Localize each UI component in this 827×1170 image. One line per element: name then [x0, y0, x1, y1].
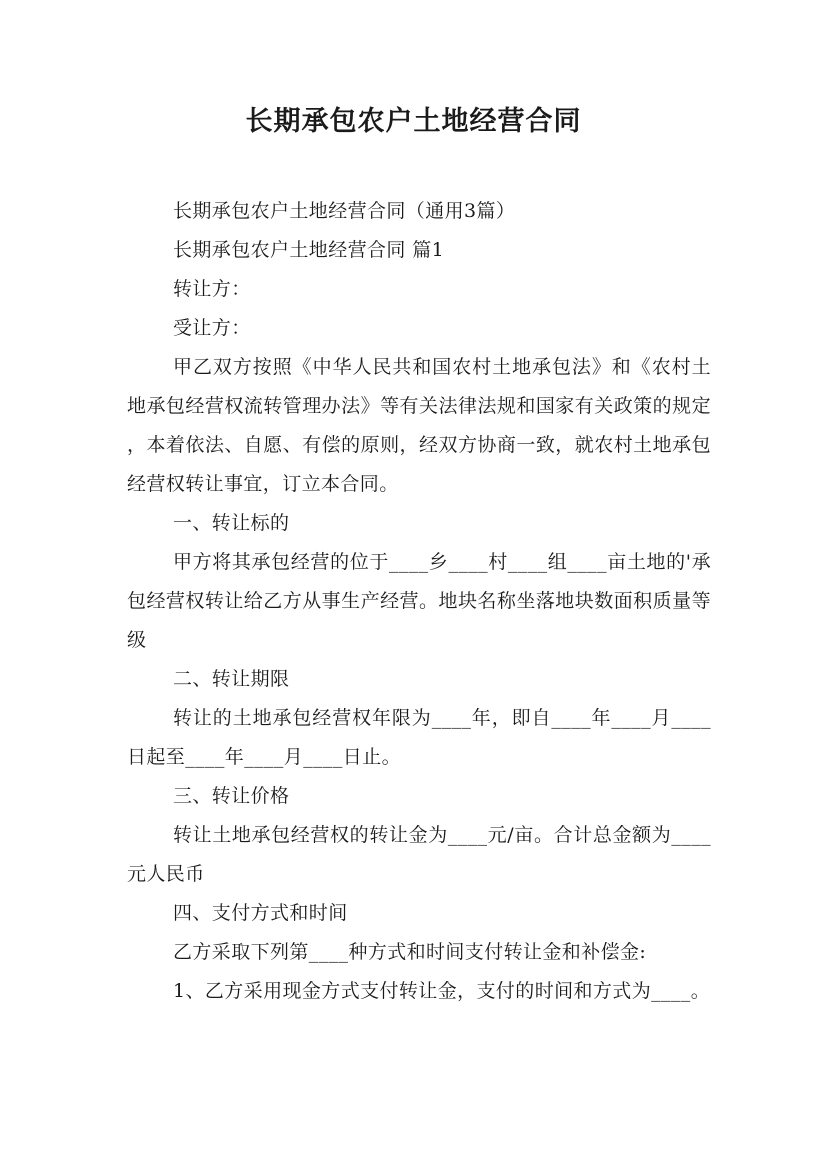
paragraph-payment-item-1: 1、乙方采用现金方式支付转让金，支付的时间和方式为____。	[173, 980, 711, 1002]
paragraph-section-heading: 长期承包农户土地经营合同 篇1	[173, 239, 445, 261]
paragraph-term: 转让的土地承包经营权年限为____年，即自____年____月____日起至____年____月____日止。	[127, 707, 711, 768]
paragraph-transferee: 受让方：	[173, 317, 251, 339]
paragraph-heading-price: 三、转让价格	[173, 785, 290, 807]
paragraph-subtitle: 长期承包农户土地经营合同（通用3篇）	[173, 200, 516, 222]
paragraph-payment: 乙方采取下列第____种方式和时间支付转让金和补偿金:	[173, 941, 647, 963]
paragraph-transferor: 转让方：	[173, 278, 251, 300]
paragraph-preamble: 甲乙双方按照《中华人民共和国农村土地承包法》和《农村土地承包经营权流转管理办法》等有关法律法规和国家有关政策的规定，本着依法、自愿、有偿的原则，经双方协商一致，就农村土地承包经营权转让事宜，订立本合同。	[127, 356, 711, 495]
paragraph-heading-subject: 一、转让标的	[173, 512, 290, 534]
paragraph-subject: 甲方将其承包经营的位于____乡____村____组____亩土地的'承包经营权转让给乙方从事生产经营。地块名称坐落地块数面积质量等级	[127, 551, 711, 651]
document-body	[127, 192, 711, 1011]
paragraph-heading-term: 二、转让期限	[173, 668, 290, 690]
paragraph-heading-payment: 四、支付方式和时间	[173, 902, 348, 924]
paragraph-price: 转让土地承包经营权的转让金为____元/亩。合计总金额为____元人民币	[127, 824, 711, 885]
document-title: 长期承包农户土地经营合同	[245, 106, 582, 137]
